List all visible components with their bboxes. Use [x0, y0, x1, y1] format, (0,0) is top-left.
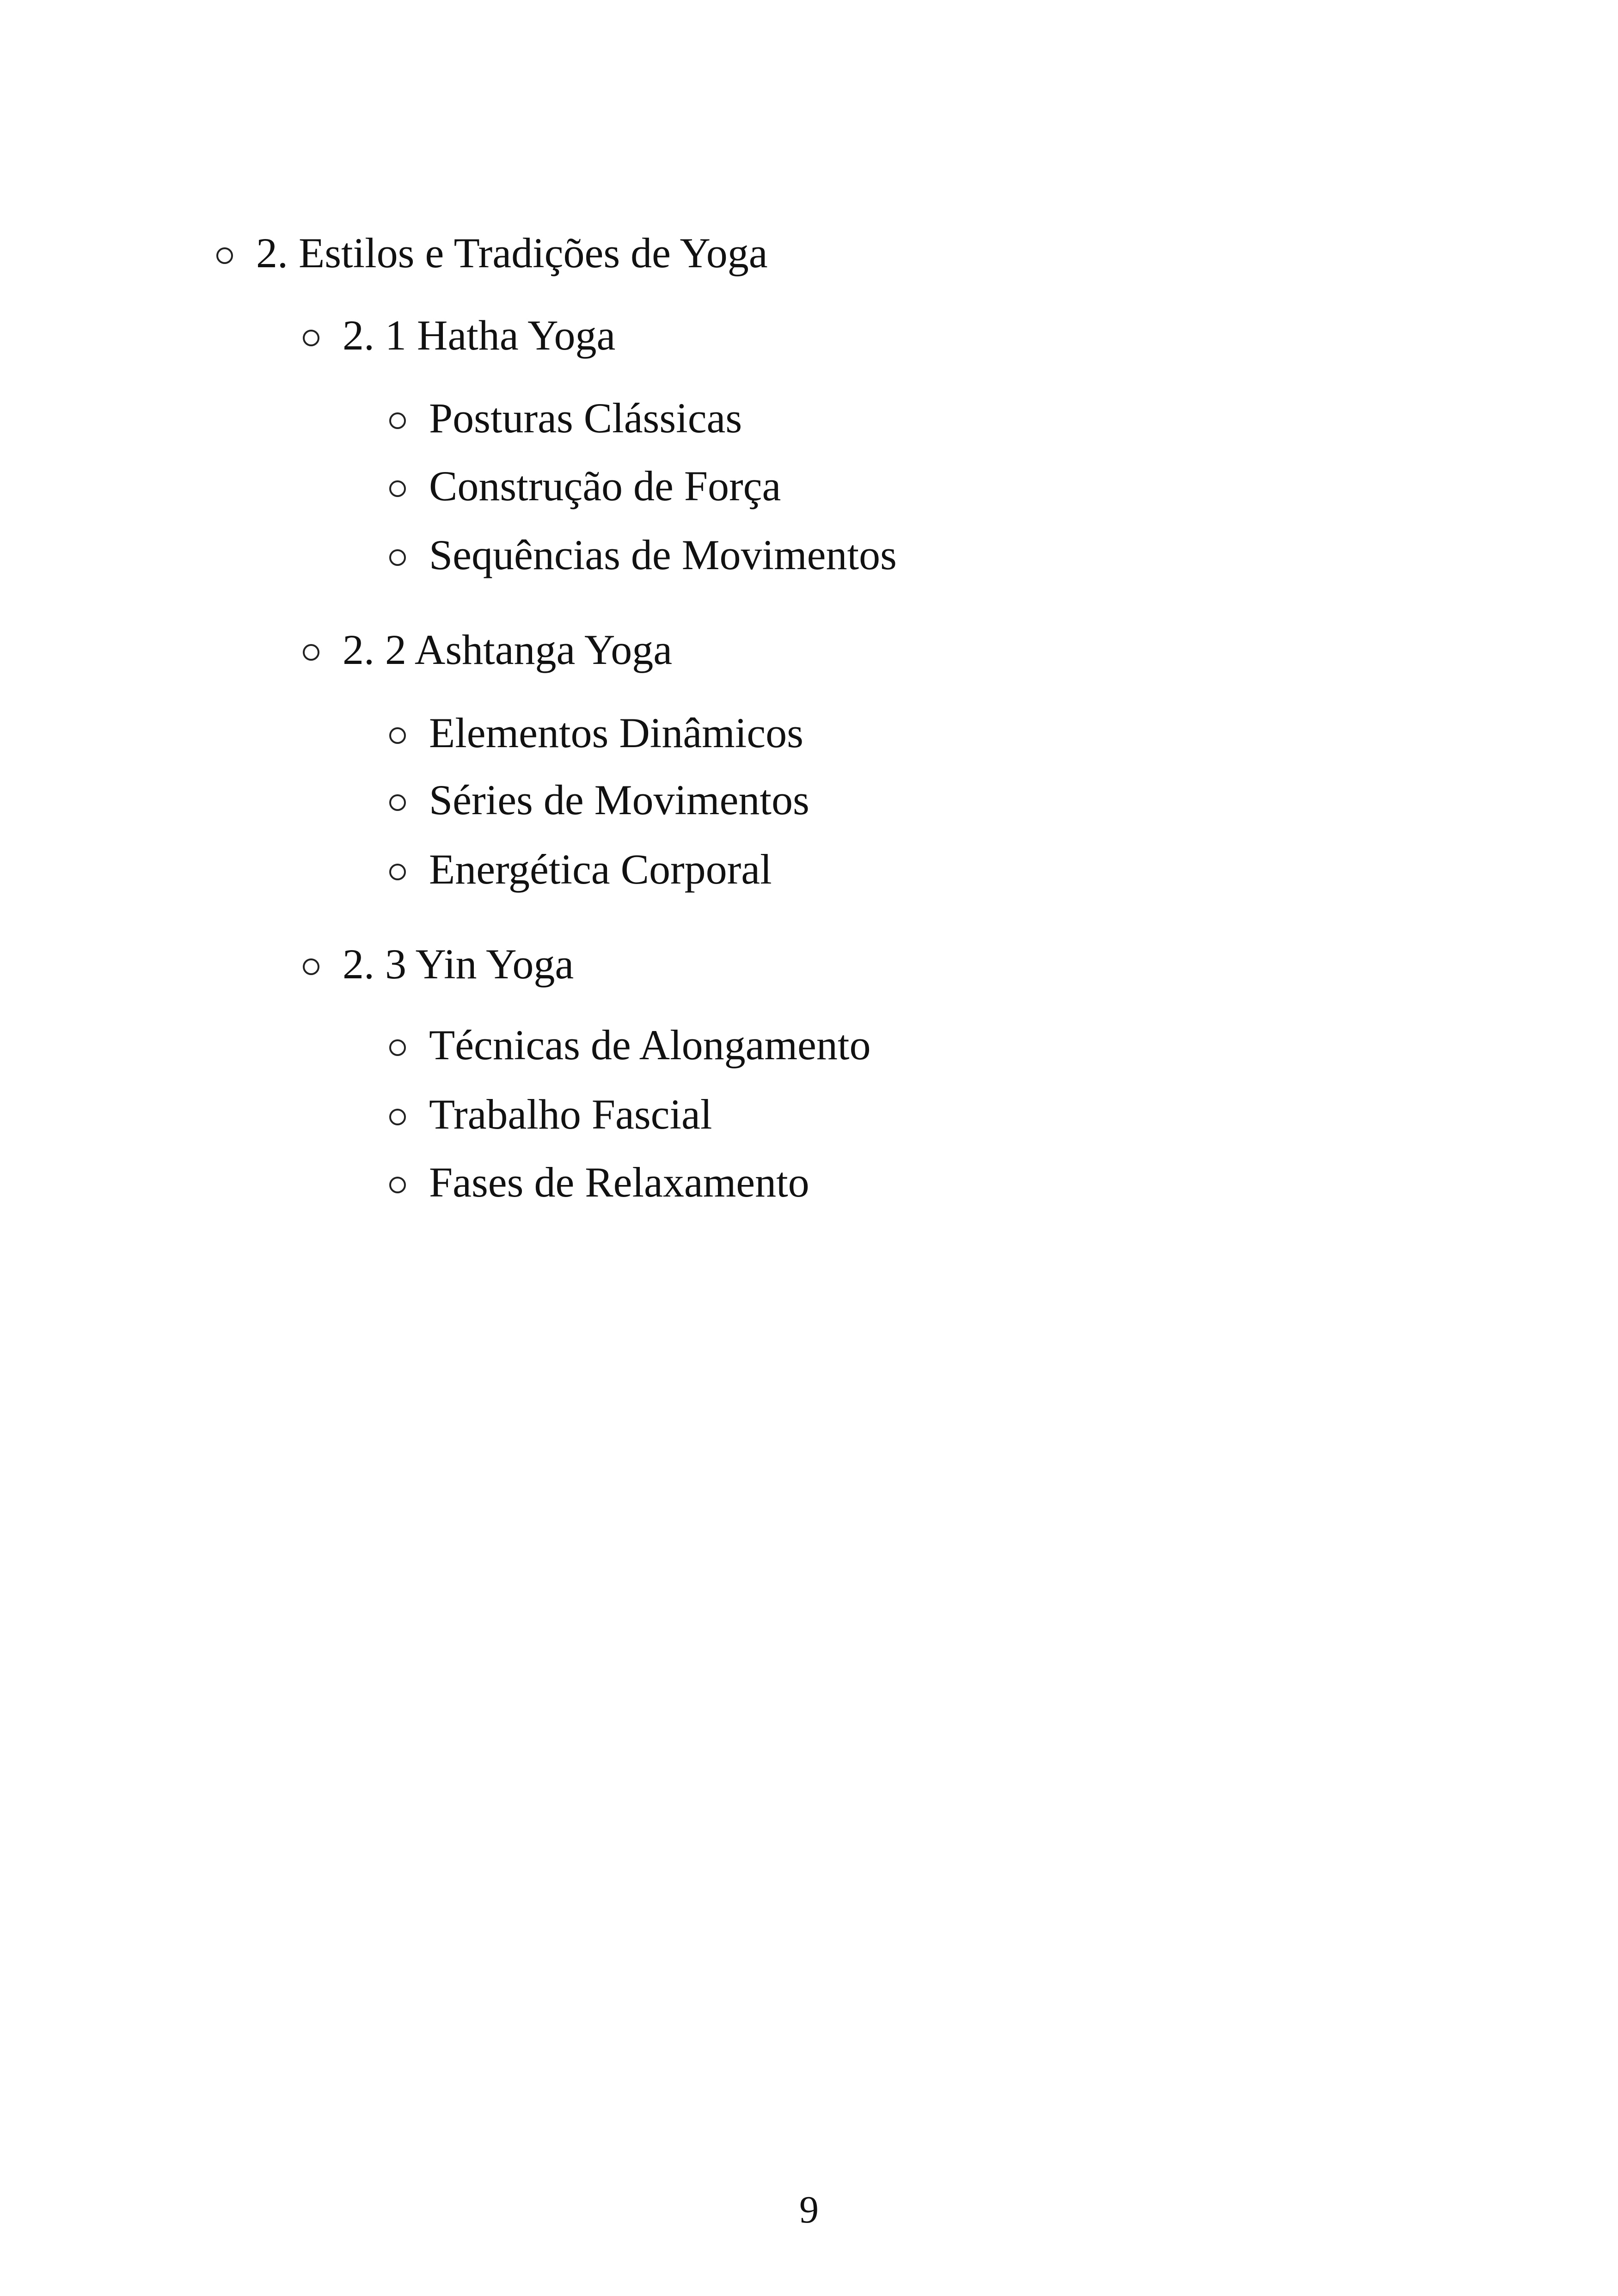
subsection-title: 2. 3 Yin Yoga [343, 940, 574, 988]
outline-subsection [303, 307, 615, 363]
outline-item-text: Sequências de Movimentos [429, 531, 897, 578]
outline-subsection [303, 936, 574, 992]
outline-item-text: Elementos Dinâmicos [429, 709, 803, 756]
outline-item [389, 390, 742, 446]
outline-subsection [303, 622, 672, 677]
hollow-circle-bullet-icon [216, 247, 233, 264]
outline-item [389, 841, 772, 897]
outline-item-text: Posturas Clássicas [429, 394, 742, 442]
hollow-circle-bullet-icon [389, 1109, 406, 1125]
hollow-circle-bullet-icon [389, 1039, 406, 1056]
hollow-circle-bullet-icon [389, 864, 406, 880]
hollow-circle-bullet-icon [389, 480, 406, 497]
outline-item [389, 772, 809, 828]
hollow-circle-bullet-icon [303, 644, 319, 661]
subsection-title: 2. 2 Ashtanga Yoga [343, 626, 673, 673]
outline-item-text: Fases de Relaxamento [429, 1159, 809, 1206]
outline-item-text: Energética Corporal [429, 846, 772, 893]
outline-item [389, 1087, 712, 1142]
outline-item [389, 1017, 870, 1073]
page-number: 9 [799, 2188, 819, 2231]
hollow-circle-bullet-icon [389, 412, 406, 429]
outline-item [389, 527, 897, 583]
hollow-circle-bullet-icon [303, 958, 319, 975]
outline-item [389, 705, 803, 761]
hollow-circle-bullet-icon [389, 727, 406, 744]
outline-item-text: Séries de Movimentos [429, 776, 809, 823]
outline-item [389, 1154, 809, 1210]
hollow-circle-bullet-icon [389, 549, 406, 566]
outline-section [216, 225, 768, 281]
subsection-title: 2. 1 Hatha Yoga [343, 312, 616, 359]
outline-item-text: Trabalho Fascial [429, 1091, 712, 1138]
outline-item [389, 458, 781, 514]
hollow-circle-bullet-icon [389, 1177, 406, 1193]
section-title: 2. Estilos e Tradições de Yoga [256, 229, 768, 276]
hollow-circle-bullet-icon [303, 330, 319, 346]
hollow-circle-bullet-icon [389, 794, 406, 811]
outline-item-text: Construção de Força [429, 462, 781, 510]
outline-item-text: Técnicas de Alongamento [429, 1021, 871, 1068]
